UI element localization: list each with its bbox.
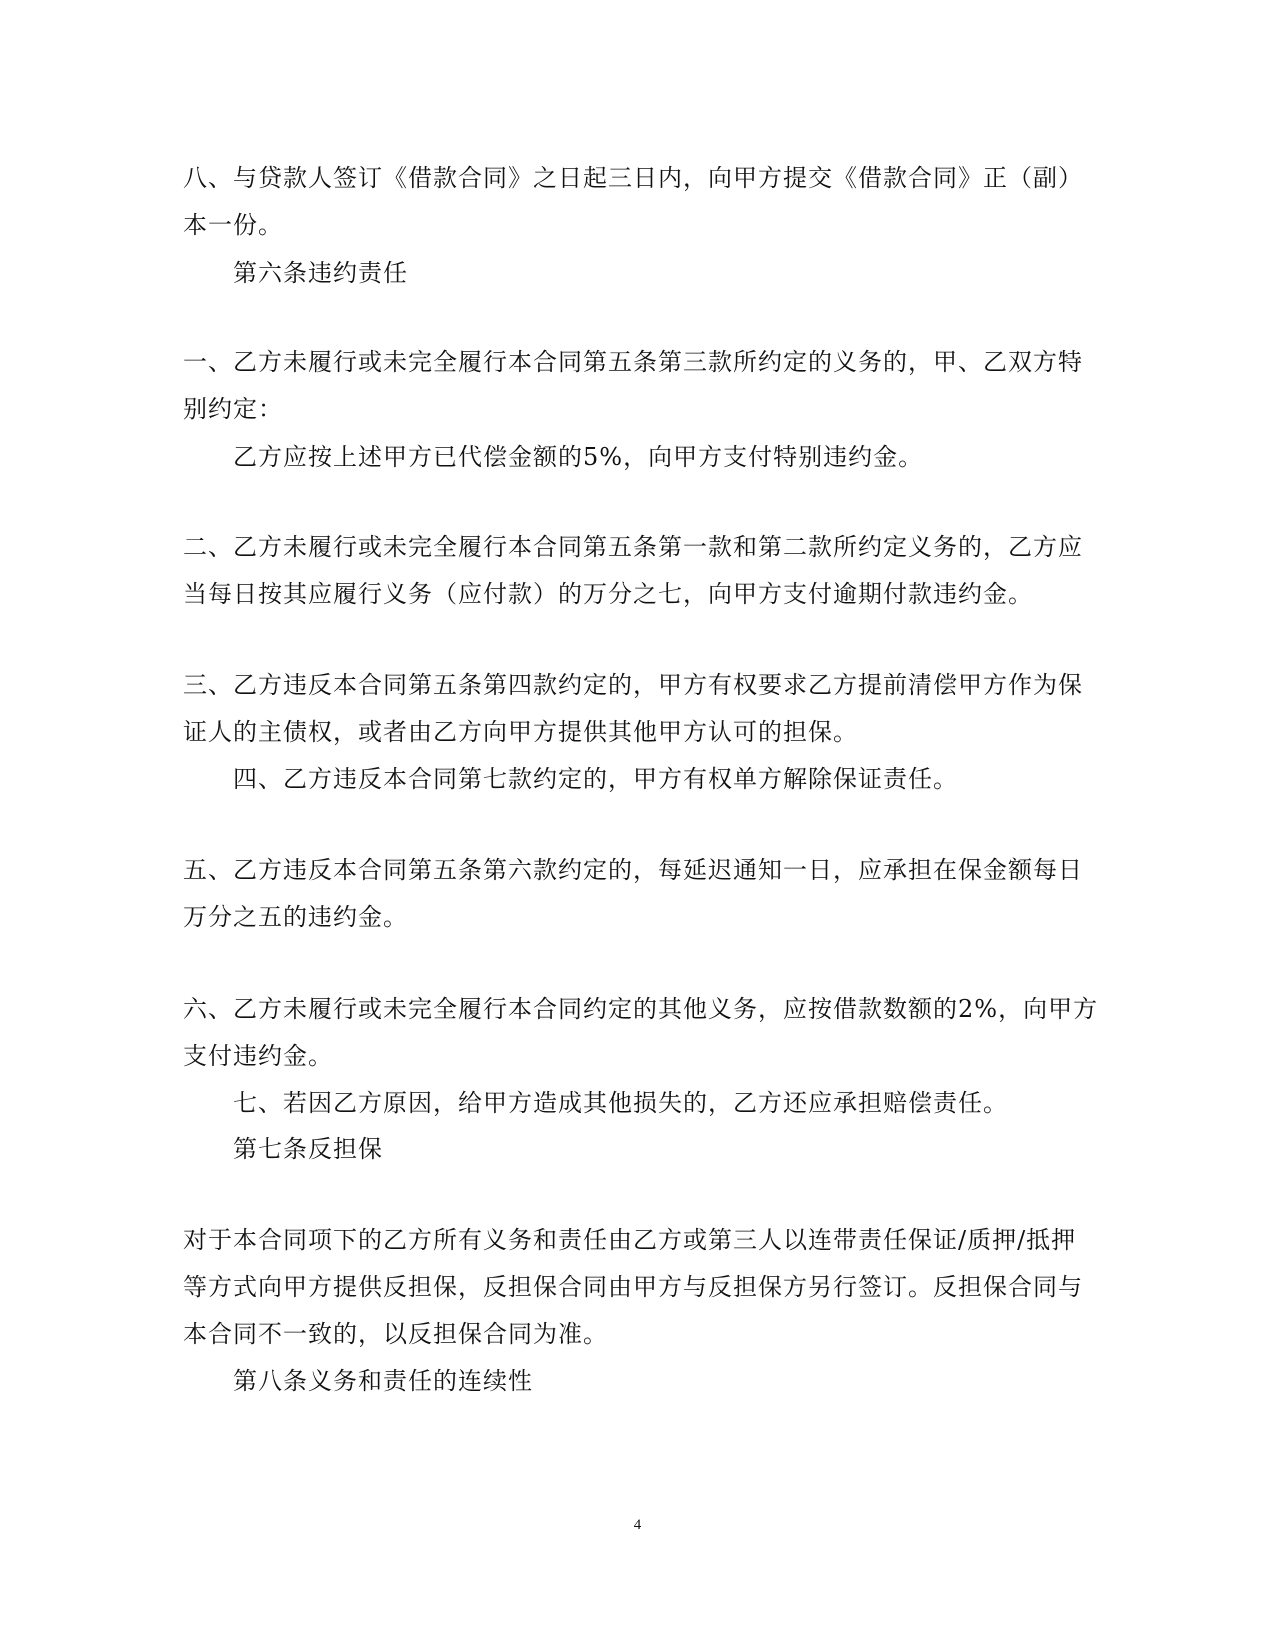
text-line: 三、乙方违反本合同第五条第四款约定的，甲方有权要求乙方提前清偿甲方作为保 (183, 671, 1083, 699)
text-line: 一、乙方未履行或未完全履行本合同第五条第三款所约定的义务的，甲、乙双方特 (183, 348, 1083, 376)
text-line: 支付违约金。 (183, 1042, 333, 1070)
text-line: 四、乙方违反本合同第七款约定的，甲方有权单方解除保证责任。 (233, 765, 958, 793)
text-line: 证人的主债权，或者由乙方向甲方提供其他甲方认可的担保。 (183, 718, 858, 746)
text-line: 乙方应按上述甲方已代偿金额的5%，向甲方支付特别违约金。 (233, 443, 924, 471)
text-line: 八、与贷款人签订《借款合同》之日起三日内，向甲方提交《借款合同》正（副） (183, 164, 1083, 192)
text-line: 五、乙方违反本合同第五条第六款约定的，每延迟通知一日，应承担在保金额每日 (183, 856, 1083, 884)
text-line: 别约定： (183, 395, 283, 423)
text-line: 七、若因乙方原因，给甲方造成其他损失的，乙方还应承担赔偿责任。 (233, 1089, 1008, 1117)
text-line: 六、乙方未履行或未完全履行本合同约定的其他义务，应按借款数额的2%，向甲方 (183, 995, 1099, 1023)
text-line: 对于本合同项下的乙方所有义务和责任由乙方或第三人以连带责任保证/质押/抵押 (183, 1226, 1077, 1254)
page-number: 4 (633, 1517, 642, 1533)
section-heading: 第六条违约责任 (233, 259, 408, 287)
text-line: 本一份。 (183, 211, 283, 239)
text-line: 当每日按其应履行义务（应付款）的万分之七，向甲方支付逾期付款违约金。 (183, 580, 1033, 608)
text-line: 等方式向甲方提供反担保，反担保合同由甲方与反担保方另行签订。反担保合同与 (183, 1273, 1083, 1301)
section-heading: 第七条反担保 (233, 1135, 383, 1163)
text-line: 本合同不一致的，以反担保合同为准。 (183, 1320, 608, 1348)
section-heading: 第八条义务和责任的连续性 (233, 1367, 533, 1395)
text-line: 二、乙方未履行或未完全履行本合同第五条第一款和第二款所约定义务的，乙方应 (183, 533, 1083, 561)
text-line: 万分之五的违约金。 (183, 903, 408, 931)
